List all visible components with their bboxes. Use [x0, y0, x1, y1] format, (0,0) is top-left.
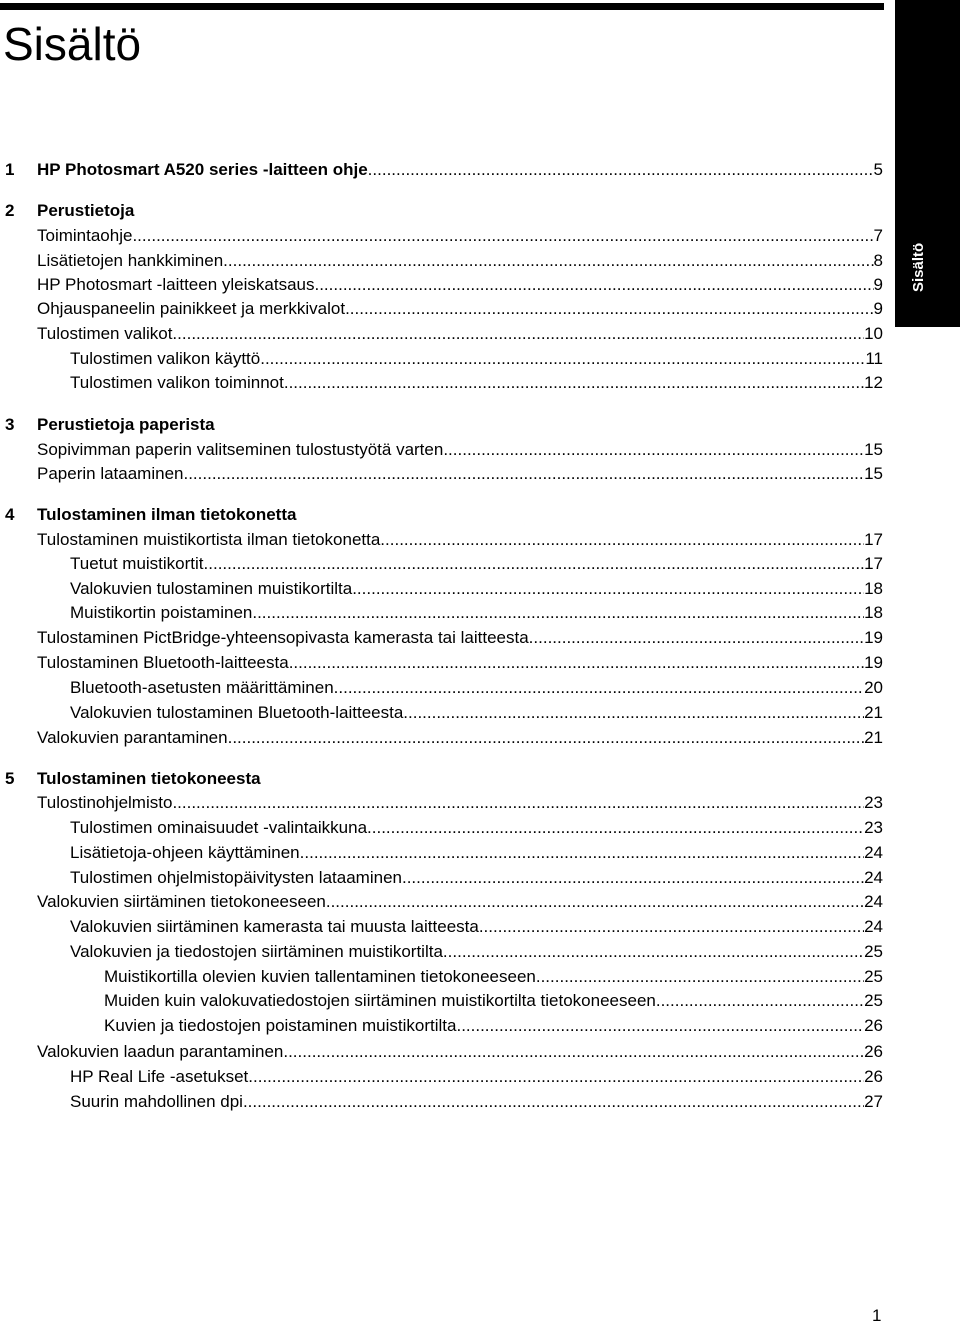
page-ref: 12 [864, 373, 883, 392]
entry-text: Tulostaminen muistikortista ilman tietokonetta [37, 530, 381, 549]
page-ref: 25 [864, 991, 883, 1010]
page-ref: 17 [864, 554, 883, 573]
page-ref: 19 [864, 628, 883, 647]
toc-entry[interactable] [37, 726, 883, 750]
entry-text: HP Real Life -asetukset [70, 1067, 249, 1086]
chapter-number: 2 [5, 201, 15, 220]
dot-leader [368, 158, 874, 182]
toc-entry[interactable] [70, 371, 883, 395]
dot-leader [352, 577, 864, 601]
entry-text: Tulostimen valikon käyttö [70, 349, 261, 368]
toc-entry[interactable] [37, 224, 883, 248]
entry-text: Sopivimman paperin valitseminen tulostustyötä varten [37, 440, 444, 459]
entry-text: Tulostimen valikot [37, 324, 173, 343]
toc-entry[interactable] [37, 528, 883, 552]
toc-entry[interactable] [37, 438, 883, 462]
dot-leader [656, 989, 864, 1013]
dot-leader [223, 249, 873, 273]
top-rule [0, 3, 884, 10]
page-ref: 10 [864, 324, 883, 343]
entry-text: Tulostimen ohjelmistopäivitysten lataaminen [70, 868, 402, 887]
entry-text: Tulostaminen PictBridge-yhteensopivasta kamerasta tai laitteesta [37, 628, 529, 647]
entry-text: Valokuvien laadun parantaminen [37, 1042, 284, 1061]
page-ref: 24 [864, 843, 883, 862]
dot-leader [204, 552, 865, 576]
entry-text: Lisätietoja-ohjeen käyttäminen [70, 843, 300, 862]
side-tab-label: Sisältö [910, 242, 927, 292]
toc-entry[interactable] [104, 989, 883, 1013]
dot-leader [248, 1065, 864, 1089]
page-ref: 24 [864, 868, 883, 887]
page-ref: 26 [864, 1067, 883, 1086]
dot-leader [367, 816, 864, 840]
entry-text: Tulostimen ominaisuudet -valintaikkuna [70, 818, 368, 837]
dot-leader [284, 371, 864, 395]
page-ref: 26 [864, 1042, 883, 1061]
entry-text: Valokuvien tulostaminen muistikortilta [70, 579, 353, 598]
page-ref: 20 [864, 678, 883, 697]
page-ref: 23 [864, 818, 883, 837]
chapter-title: Perustietoja [37, 201, 135, 220]
chapter-title: Perustietoja paperista [37, 415, 215, 434]
dot-leader [456, 1014, 864, 1038]
toc-entry[interactable] [37, 249, 883, 273]
toc-entry[interactable] [70, 1090, 883, 1114]
page-ref: 15 [864, 440, 883, 459]
chapter-title: Tulostaminen tietokoneesta [37, 769, 261, 788]
chapter-number: 4 [5, 505, 15, 524]
toc-entry[interactable] [70, 347, 883, 371]
toc-entry[interactable] [70, 915, 883, 939]
dot-leader [132, 224, 873, 248]
toc-chapter-4 [5, 503, 885, 527]
entry-text: Valokuvien siirtäminen tietokoneeseen [37, 892, 326, 911]
toc-entry[interactable] [70, 940, 883, 964]
page-ref: 8 [873, 251, 883, 270]
dot-leader [326, 890, 864, 914]
toc-entry[interactable] [70, 1065, 883, 1089]
toc-entry[interactable] [37, 890, 883, 914]
dot-leader [529, 626, 864, 650]
dot-leader [536, 965, 864, 989]
page-ref: 19 [864, 653, 883, 672]
toc-entry[interactable] [70, 601, 883, 625]
entry-text: Valokuvien siirtäminen kamerasta tai muusta laitteesta [70, 917, 479, 936]
page-ref: 23 [864, 793, 883, 812]
entry-text: Tulostaminen Bluetooth-laitteesta [37, 653, 289, 672]
toc-chapter-3 [5, 413, 885, 437]
chapter-title: HP Photosmart A520 series -laitteen ohje [37, 160, 368, 179]
entry-text: Muistikortin poistaminen [70, 603, 253, 622]
chapter-number: 5 [5, 769, 15, 788]
dot-leader [334, 676, 864, 700]
entry-text: Tulostinohjelmisto [37, 793, 173, 812]
dot-leader [300, 841, 864, 865]
dot-leader [289, 651, 864, 675]
toc-entry[interactable] [37, 462, 883, 486]
page-ref: 21 [864, 703, 883, 722]
dot-leader [443, 438, 864, 462]
page-ref: 5 [873, 160, 883, 179]
dot-leader [314, 273, 873, 297]
entry-text: Valokuvien ja tiedostojen siirtäminen muistikortilta [70, 942, 443, 961]
page-ref: 21 [864, 728, 883, 747]
page-ref: 9 [873, 299, 883, 318]
page-ref: 18 [864, 579, 883, 598]
entry-text: HP Photosmart -laitteen yleiskatsaus [37, 275, 315, 294]
page-ref: 24 [864, 892, 883, 911]
page-ref: 15 [864, 464, 883, 483]
toc-entry[interactable] [37, 322, 883, 346]
toc-entry[interactable] [104, 1014, 883, 1038]
page-ref: 25 [864, 967, 883, 986]
page-ref: 11 [865, 349, 883, 368]
dot-leader [252, 601, 864, 625]
entry-text: Kuvien ja tiedostojen poistaminen muistikortilta [104, 1016, 457, 1035]
entry-text: Lisätietojen hankkiminen [37, 251, 224, 270]
page-ref: 7 [873, 226, 883, 245]
toc-entry[interactable] [70, 676, 883, 700]
dot-leader [479, 915, 864, 939]
dot-leader [228, 726, 864, 750]
page-ref: 27 [864, 1092, 883, 1111]
dot-leader [380, 528, 864, 552]
entry-text: Toimintaohje [37, 226, 133, 245]
toc-entry[interactable] [104, 965, 883, 989]
entry-text: Tulostimen valikon toiminnot [70, 373, 284, 392]
page-ref: 17 [864, 530, 883, 549]
dot-leader [345, 297, 873, 321]
toc-chapter-2 [5, 199, 885, 223]
dot-leader [172, 791, 864, 815]
page-ref: 18 [864, 603, 883, 622]
toc-entry[interactable] [70, 841, 883, 865]
chapter-title: Tulostaminen ilman tietokonetta [37, 505, 297, 524]
toc-entry[interactable] [37, 791, 883, 815]
entry-text: Suurin mahdollinen dpi [70, 1092, 243, 1111]
entry-text: Paperin lataaminen [37, 464, 184, 483]
entry-text: Tuetut muistikortit [70, 554, 204, 573]
entry-text: Muistikortilla olevien kuvien tallentaminen tietokoneeseen [104, 967, 536, 986]
entry-text: Muiden kuin valokuvatiedostojen siirtäminen muistikortilta tietokoneeseen [104, 991, 656, 1010]
toc-entry[interactable] [37, 651, 883, 675]
side-tab [895, 0, 960, 327]
dot-leader [403, 701, 864, 725]
page-ref: 24 [864, 917, 883, 936]
entry-text: Valokuvien parantaminen [37, 728, 228, 747]
page-number: 1 [872, 1306, 882, 1325]
page-ref: 26 [864, 1016, 883, 1035]
page-title: Sisältö [3, 18, 142, 70]
toc-entry[interactable] [70, 701, 883, 725]
entry-text: Bluetooth-asetusten määrittäminen [70, 678, 334, 697]
dot-leader [243, 1090, 864, 1114]
toc-entry[interactable] [70, 866, 883, 890]
toc-chapter-1[interactable] [5, 158, 883, 182]
dot-leader [443, 940, 864, 964]
chapter-number: 3 [5, 415, 15, 434]
page-ref: 9 [873, 275, 883, 294]
toc-chapter-5 [5, 767, 885, 791]
dot-leader [402, 866, 864, 890]
toc-entry[interactable] [70, 816, 883, 840]
toc-entry[interactable] [37, 297, 883, 321]
dot-leader [283, 1040, 864, 1064]
toc-entry[interactable] [37, 273, 883, 297]
toc-entry[interactable] [37, 1040, 883, 1064]
toc-entry[interactable] [37, 626, 883, 650]
dot-leader [183, 462, 864, 486]
page-ref: 25 [864, 942, 883, 961]
entry-text: Ohjauspaneelin painikkeet ja merkkivalot [37, 299, 346, 318]
dot-leader [260, 347, 865, 371]
toc-entry[interactable] [70, 577, 883, 601]
toc-entry[interactable] [70, 552, 883, 576]
entry-text: Valokuvien tulostaminen Bluetooth-laitteesta [70, 703, 404, 722]
chapter-number: 1 [5, 160, 15, 179]
dot-leader [172, 322, 864, 346]
